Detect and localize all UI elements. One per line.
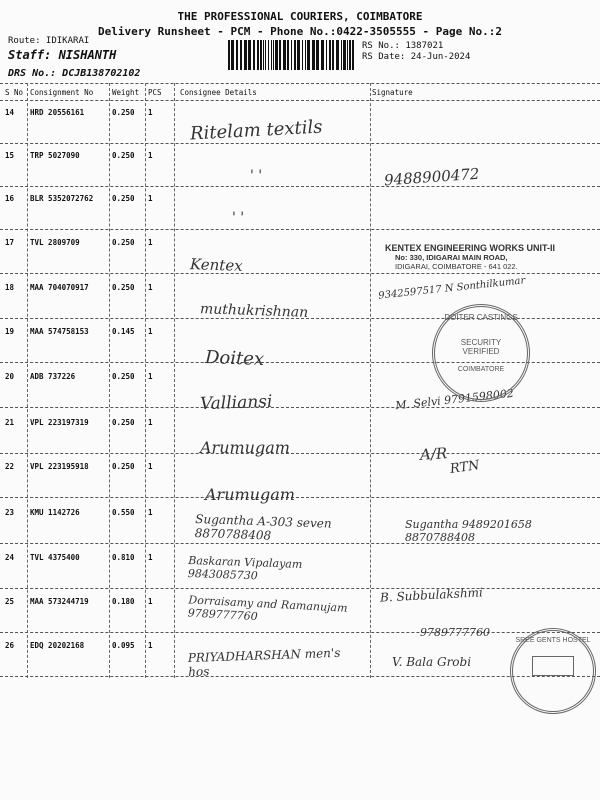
row-rule bbox=[0, 186, 600, 187]
consignee-details-handwritten: Doitex bbox=[204, 346, 265, 371]
row-sno: 20 bbox=[5, 372, 15, 381]
row-sno: 18 bbox=[5, 283, 15, 292]
row-pcs: 1 bbox=[148, 597, 153, 606]
row-sno: 15 bbox=[5, 151, 15, 160]
row-sno: 26 bbox=[5, 641, 15, 650]
row-wt: 0.250 bbox=[112, 283, 135, 292]
row-cons: MAA 704070917 bbox=[30, 283, 89, 292]
consignee-details-handwritten: muthukrishnan bbox=[199, 301, 309, 321]
runsheet-company-title: THE PROFESSIONAL COURIERS, COIMBATORE bbox=[177, 10, 423, 23]
row-cons: TVL 4375400 bbox=[30, 553, 80, 562]
consignee-details-handwritten: ' ' bbox=[250, 168, 263, 184]
row-sno: 23 bbox=[5, 508, 15, 517]
row-sno: 25 bbox=[5, 597, 15, 606]
row-rule bbox=[0, 588, 600, 589]
row-sno: 24 bbox=[5, 553, 15, 562]
row-rule bbox=[0, 143, 600, 144]
column-header: S No bbox=[5, 88, 24, 97]
row-wt: 0.810 bbox=[112, 553, 135, 562]
column-header: Weight bbox=[112, 88, 140, 97]
kentex-stamp bbox=[385, 243, 555, 271]
row-pcs: 1 bbox=[148, 418, 153, 427]
row-pcs: 1 bbox=[148, 238, 153, 247]
rs-number: RS No.: 1387021 bbox=[362, 41, 444, 51]
row-pcs: 1 bbox=[148, 194, 153, 203]
signature-handwritten: Sugantha 9489201658 8870788408 bbox=[405, 518, 532, 544]
row-rule bbox=[0, 497, 600, 498]
row-cons: MAA 574758153 bbox=[30, 327, 89, 336]
consignee-details-handwritten: Arumugam bbox=[205, 485, 295, 504]
row-cons: BLR 5352072762 bbox=[30, 194, 94, 203]
runsheet-subtitle: Delivery Runsheet - PCM - Phone No.:0422-3505555 - Page No.:2 bbox=[98, 25, 502, 38]
row-sno: 14 bbox=[5, 108, 15, 117]
signature-handwritten: M. Selvi 9791598002 bbox=[394, 386, 515, 413]
row-wt: 0.550 bbox=[112, 508, 135, 517]
row-wt: 0.250 bbox=[112, 194, 135, 203]
row-wt: 0.250 bbox=[112, 462, 135, 471]
row-sno: 19 bbox=[5, 327, 15, 336]
signature-handwritten: 9488900472 bbox=[383, 164, 480, 190]
row-wt: 0.145 bbox=[112, 327, 135, 336]
column-header: Consignee Details bbox=[180, 88, 257, 97]
row-rule bbox=[0, 453, 600, 454]
column-header: Consignment No bbox=[30, 88, 94, 97]
row-cons: EDQ 20202168 bbox=[30, 641, 85, 650]
row-sno: 16 bbox=[5, 194, 15, 203]
signature-handwritten: 9342597517 N Sonthilkumar bbox=[377, 275, 526, 302]
consignee-details-handwritten: Dorraisamy and Ramanujam 9789777760 bbox=[187, 593, 348, 624]
row-wt: 0.250 bbox=[112, 372, 135, 381]
row-pcs: 1 bbox=[148, 553, 153, 562]
consignee-details-handwritten: Baskaran Vipalayam 9843085730 bbox=[187, 553, 303, 583]
seal-security-text: SECURITY bbox=[460, 338, 502, 347]
kentex-stamp-address: No: 330, IDIGARAI MAIN ROAD, bbox=[395, 253, 508, 262]
staff-label: Staff: NISHANTH bbox=[8, 48, 117, 62]
row-pcs: 1 bbox=[148, 327, 153, 336]
row-wt: 0.250 bbox=[112, 151, 135, 160]
doiter-castings-seal bbox=[432, 304, 530, 402]
row-cons: MAA 573244719 bbox=[30, 597, 89, 606]
drs-number: DRS No.: DCJB138702102 bbox=[8, 68, 141, 79]
seal-top-text: DOITER CASTINGS bbox=[444, 313, 518, 322]
signature-handwritten: V. Bala Grobi bbox=[392, 655, 472, 669]
row-rule bbox=[0, 407, 600, 408]
rs-date: RS Date: 24-Jun-2024 bbox=[362, 52, 471, 62]
row-cons: VPL 223197319 bbox=[30, 418, 89, 427]
table-header-rule bbox=[0, 100, 600, 101]
signature-handwritten: A/R bbox=[419, 444, 448, 464]
row-wt: 0.095 bbox=[112, 641, 135, 650]
row-pcs: 1 bbox=[148, 151, 153, 160]
signature-handwritten: 9789777760 bbox=[420, 626, 490, 639]
row-sno: 22 bbox=[5, 462, 15, 471]
consignee-details-handwritten: Arumugam bbox=[200, 438, 290, 457]
row-sno: 17 bbox=[5, 238, 15, 247]
row-pcs: 1 bbox=[148, 108, 153, 117]
consignee-details-handwritten: Ritelam textils bbox=[189, 116, 323, 145]
row-rule bbox=[0, 229, 600, 230]
signature-handwritten: RTN bbox=[449, 458, 481, 477]
consignee-details-handwritten: Kentex bbox=[189, 255, 244, 275]
signature-handwritten: B. Subbulakshmi bbox=[379, 585, 484, 605]
row-pcs: 1 bbox=[148, 372, 153, 381]
row-pcs: 1 bbox=[148, 508, 153, 517]
row-rule bbox=[0, 273, 600, 274]
row-cons: VPL 223195918 bbox=[30, 462, 89, 471]
seal-verified-text: VERIFIED bbox=[462, 347, 500, 356]
row-wt: 0.180 bbox=[112, 597, 135, 606]
table-top-rule bbox=[0, 83, 600, 84]
runsheet-barcode bbox=[228, 40, 356, 70]
consignee-details-handwritten: ' ' bbox=[232, 210, 245, 226]
row-wt: 0.250 bbox=[112, 108, 135, 117]
row-pcs: 1 bbox=[148, 462, 153, 471]
row-sno: 21 bbox=[5, 418, 15, 427]
row-cons: KMU 1142726 bbox=[30, 508, 80, 517]
kentex-stamp-city: IDIGARAI, COIMBATORE - 641 022. bbox=[395, 262, 518, 271]
consignee-details-handwritten: PRIYADHARSHAN men's hos bbox=[187, 645, 341, 680]
row-cons: TRP 5027090 bbox=[30, 151, 80, 160]
row-cons: TVL 2809709 bbox=[30, 238, 80, 247]
row-wt: 0.250 bbox=[112, 418, 135, 427]
row-cons: HRD 20556161 bbox=[30, 108, 85, 117]
route-label: Route: IDIKARAI bbox=[8, 36, 90, 46]
gents-hostel-seal bbox=[510, 628, 596, 714]
row-pcs: 1 bbox=[148, 641, 153, 650]
row-wt: 0.250 bbox=[112, 238, 135, 247]
column-header: PCS bbox=[148, 88, 162, 97]
row-pcs: 1 bbox=[148, 283, 153, 292]
hostel-seal-text: SREE GENTS HOSTEL bbox=[515, 637, 591, 644]
row-rule bbox=[0, 632, 600, 633]
consignee-details-handwritten: Sugantha A-303 seven 8870788408 bbox=[194, 511, 332, 543]
seal-bottom-text: COIMBATORE bbox=[457, 366, 505, 373]
column-header: Signature bbox=[372, 88, 413, 97]
kentex-stamp-name: KENTEX ENGINEERING WORKS UNIT-II bbox=[385, 243, 556, 253]
row-cons: ADB 737226 bbox=[30, 372, 76, 381]
consignee-details-handwritten: Valliansi bbox=[199, 391, 273, 415]
